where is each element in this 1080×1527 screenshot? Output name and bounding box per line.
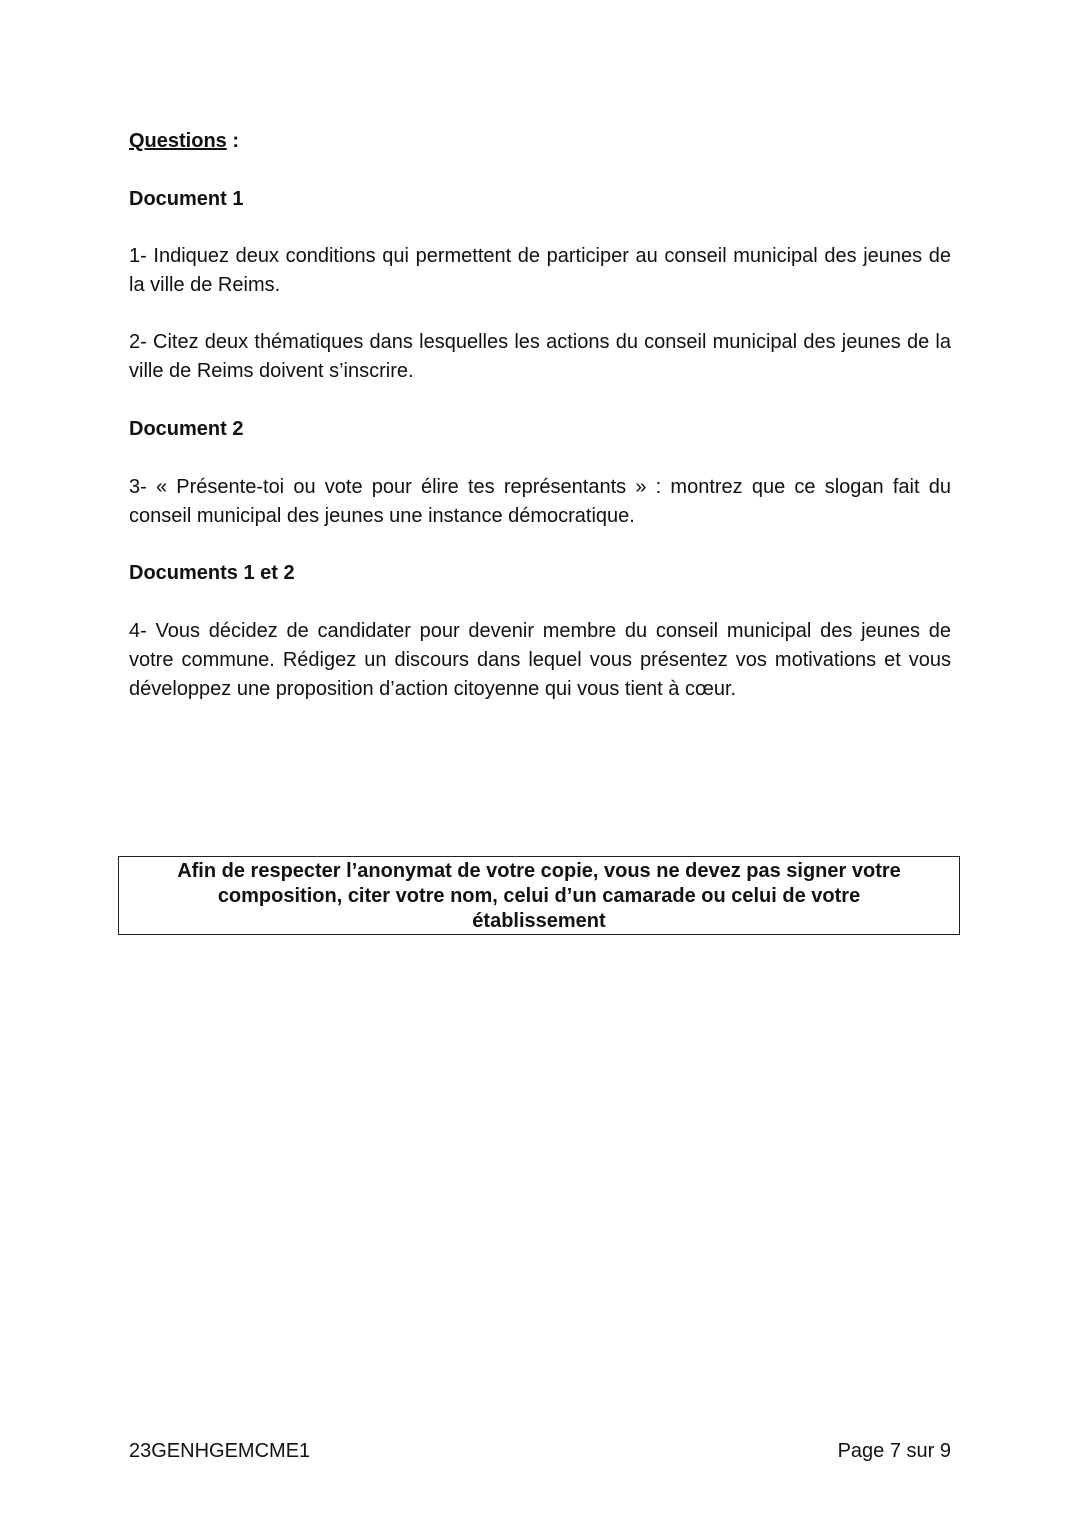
notice-line-3: établissement bbox=[472, 910, 606, 932]
question-3: 3- « Présente-toi ou vote pour élire tes représentants » : montrez que ce slogan fait du conseil municipal des jeunes une instance démocratique. bbox=[129, 476, 951, 527]
notice-line-2: composition, citer votre nom, celui d’un camarade ou celui de votre bbox=[217, 885, 861, 907]
anonymity-notice-box bbox=[118, 856, 960, 935]
footer-exam-code: 23GENHGEMCME1 bbox=[129, 1440, 311, 1462]
section-title-document-2: Document 2 bbox=[129, 418, 244, 440]
section-title-document-1: Document 1 bbox=[129, 188, 244, 210]
question-1: 1- Indiquez deux conditions qui permettent de participer au conseil municipal des jeunes de la ville de Reims. bbox=[129, 245, 951, 296]
section-title-documents-1-2: Documents 1 et 2 bbox=[129, 562, 295, 584]
questions-heading-suffix: : bbox=[226, 130, 240, 152]
notice-line-1: Afin de respecter l’anonymat de votre copie, vous ne devez pas signer votre bbox=[177, 860, 901, 882]
footer-page-number: Page 7 sur 9 bbox=[837, 1440, 951, 1462]
question-2: 2- Citez deux thématiques dans lesquelles les actions du conseil municipal des jeunes de la ville de Reims doivent s’inscrire. bbox=[129, 331, 951, 382]
questions-heading bbox=[129, 127, 951, 156]
questions-heading-label: Questions bbox=[129, 130, 227, 152]
question-4: 4- Vous décidez de candidater pour devenir membre du conseil municipal des jeunes de votre commune. Rédigez un discours dans lequel vous présentez vos motivations et vous développez une proposition d’action citoyenne qui vous tient à cœur. bbox=[129, 620, 951, 700]
